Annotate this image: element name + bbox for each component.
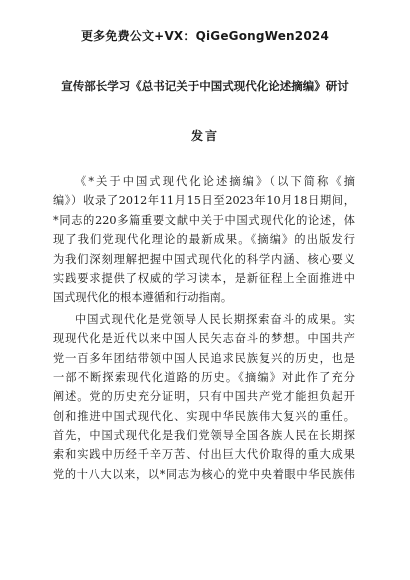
document-title-continuation: 发言 [190, 129, 219, 143]
document-title: 宣传部长学习《总书记关于中国式现代化论述摘编》研讨 [61, 79, 349, 93]
paragraph-2-line: 索和实践中历经千辛万苦、付出巨大代价取得的重大成果 [53, 448, 355, 462]
paragraph-1-line: 为我们深刻理解把握中国式现代化的科学内涵、核心要义 [53, 252, 355, 266]
paragraph-1-line: 国式现代化的根本遵循和行动指南。 [53, 291, 233, 305]
paragraph-2-line: 党一百多年团结带领中国人民追求民族复兴的历史，也是 [53, 351, 355, 365]
document-body [53, 172, 355, 484]
paragraph-1-line: 现了我们党现代化理论的最新成果。《摘编》的出版发行 [53, 233, 355, 247]
paragraph-1-line: 编》）收录了2012年11月15日至2023年10月18日期间， [53, 194, 355, 208]
paragraph-2-line: 首先，中国式现代化是我们党领导全国各族人民在长期探 [53, 429, 355, 443]
paragraph-2-line: 阐述。党的历史充分证明，只有中国共产党才能担负起开 [53, 390, 355, 404]
paragraph-2-line: 中国式现代化是党领导人民长期探索奋斗的成果。实 [75, 312, 355, 326]
paragraph-1-line: 《*关于中国式现代化论述摘编》（以下简称《摘 [75, 175, 355, 188]
paragraph-2-line: 现现代化是近代以来中国人民矢志奋斗的梦想。中国共产 [53, 332, 355, 346]
paragraph-1-line: 实践要求提供了权威的学习读本，是新征程上全面推进中 [53, 271, 355, 285]
paragraph-2-line: 党的十八大以来，以*同志为核心的党中央着眼中华民族伟 [53, 467, 355, 481]
paragraph-2-line: 一部不断探索现代化道路的历史。《摘编》对此作了充分 [53, 370, 355, 384]
watermark-header: 更多免费公文+VX：QiGeGongWen2024 [80, 29, 329, 43]
paragraph-2-line: 创和推进中国式现代化、实现中华民族伟大复兴的重任。 [53, 409, 355, 423]
paragraph-1-line: *同志的220多篇重要文献中关于中国式现代化的论述，体 [53, 213, 355, 227]
